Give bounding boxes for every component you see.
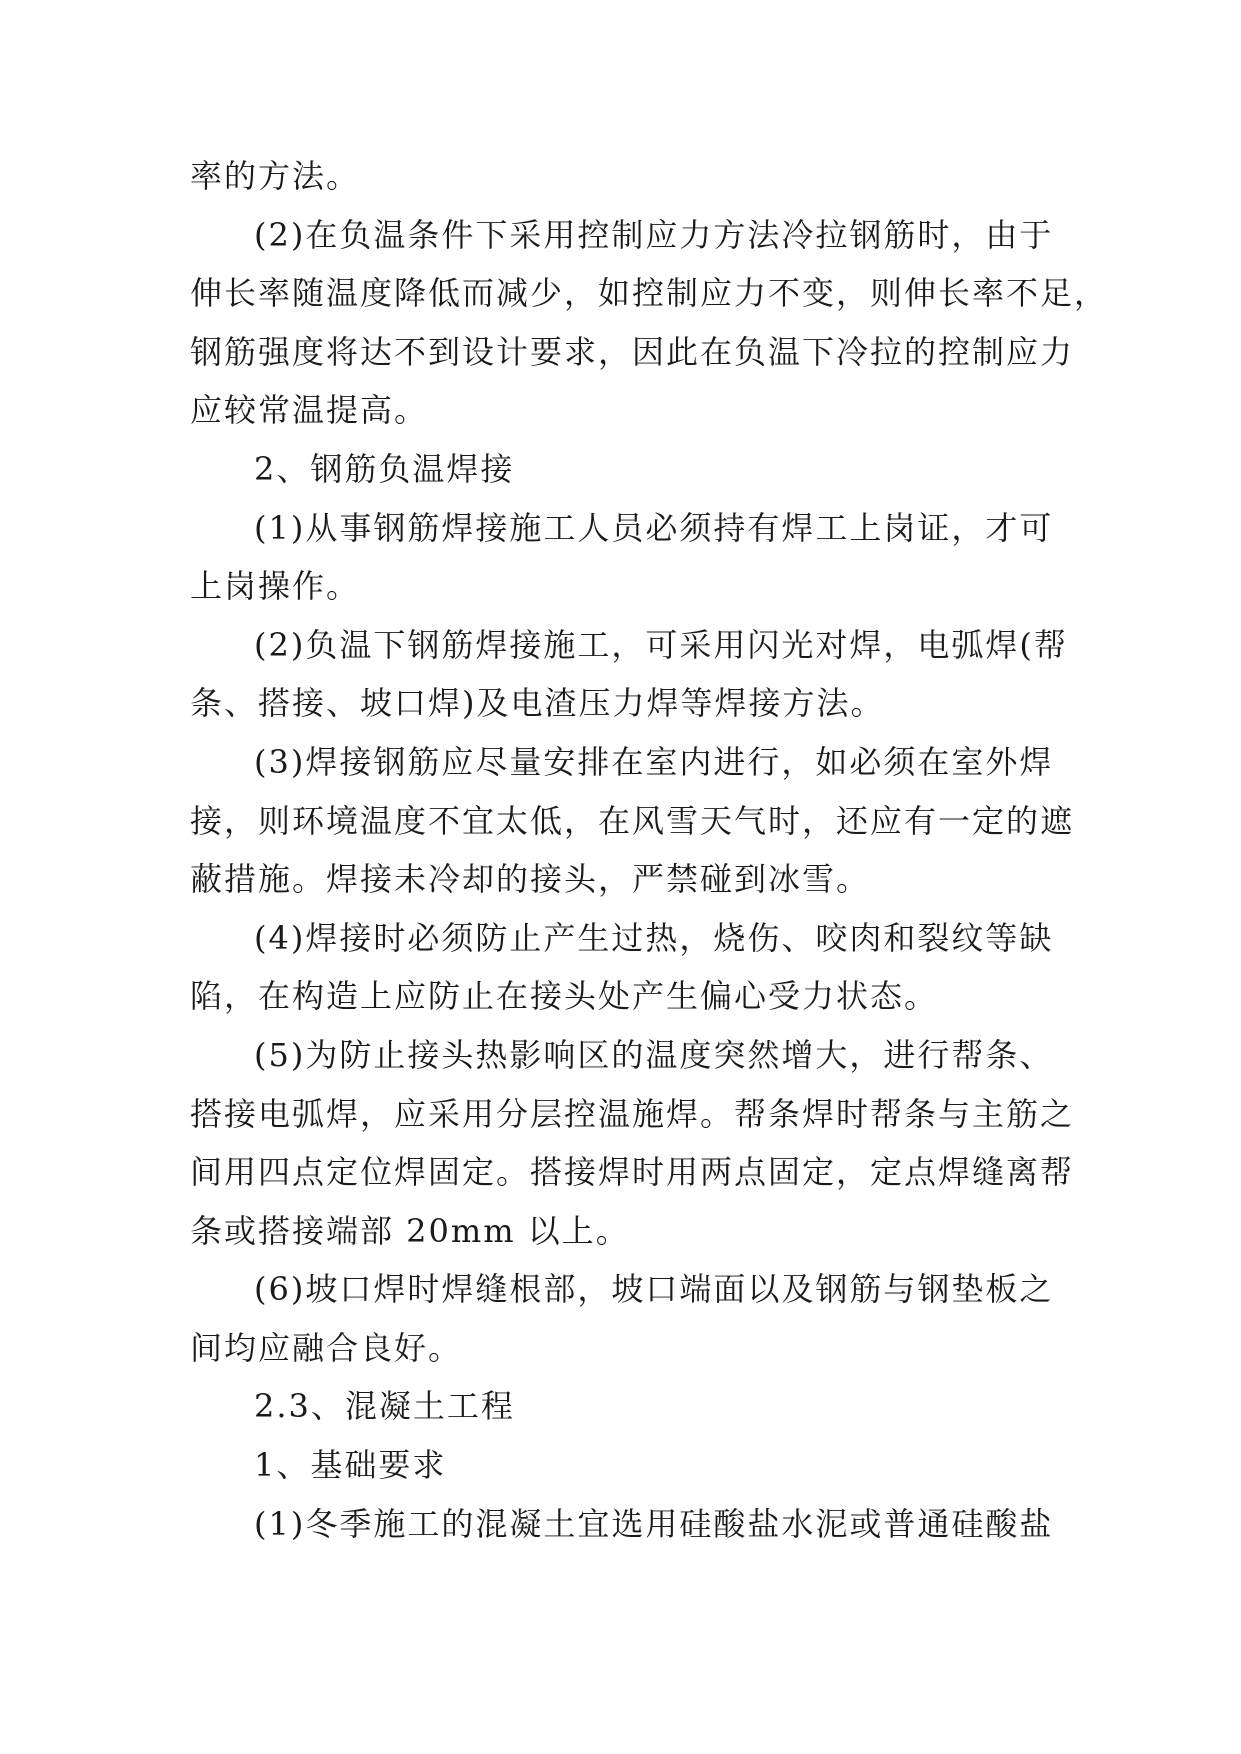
text-line: 率的方法。 bbox=[190, 157, 361, 195]
text-line: 钢筋强度将达不到设计要求，因此在负温下冷拉的控制应力 bbox=[190, 332, 1075, 371]
text-line: 应较常温提高。 bbox=[190, 391, 429, 430]
text-line: 条、搭接、坡口焊)及电渣压力焊等焊接方法。 bbox=[190, 684, 885, 723]
text-line: (2)在负温条件下采用控制应力方法冷拉钢筋时，由于 bbox=[254, 215, 1054, 254]
text-line: (2)负温下钢筋焊接施工，可采用闪光对焊，电弧焊(帮 bbox=[254, 625, 1068, 664]
document-page bbox=[190, 147, 1109, 1553]
text-line: 陷，在构造上应防止在接头处产生偏心受力状态。 bbox=[190, 977, 939, 1016]
text-line: 搭接电弧焊，应采用分层控温施焊。帮条焊时帮条与主筋之 bbox=[190, 1094, 1075, 1133]
text-line: (1)从事钢筋焊接施工人员必须持有焊工上岗证，才可 bbox=[254, 508, 1054, 547]
text-line: 上岗操作。 bbox=[190, 567, 361, 606]
text-line: (4)焊接时必须防止产生过热，烧伤、咬肉和裂纹等缺 bbox=[254, 918, 1054, 957]
text-line: (3)焊接钢筋应尽量安排在室内进行，如必须在室外焊 bbox=[254, 742, 1054, 781]
text-line: (6)坡口焊时焊缝根部，坡口端面以及钢筋与钢垫板之 bbox=[254, 1270, 1054, 1309]
text-line: 间均应融合良好。 bbox=[190, 1328, 463, 1367]
text-line: 伸长率随温度降低而减少，如控制应力不变，则伸长率不足， bbox=[190, 274, 1109, 313]
text-line: 条或搭接端部 20mm 以上。 bbox=[190, 1211, 630, 1250]
text-line: (1)冬季施工的混凝土宜选用硅酸盐水泥或普通硅酸盐 bbox=[254, 1504, 1054, 1543]
text-line: 蔽措施。焊接未冷却的接头，严禁碰到冰雪。 bbox=[190, 860, 871, 899]
section-heading: 2、钢筋负温焊接 bbox=[254, 449, 515, 488]
section-heading: 2.3、混凝土工程 bbox=[254, 1387, 515, 1426]
text-line: 间用四点定位焊固定。搭接焊时用两点固定，定点焊缝离帮 bbox=[190, 1153, 1075, 1192]
text-line: 接，则环境温度不宜太低，在风雪天气时，还应有一定的遮 bbox=[190, 801, 1075, 840]
section-heading: 1、基础要求 bbox=[254, 1446, 447, 1485]
text-line: (5)为防止接头热影响区的温度突然增大，进行帮条、 bbox=[254, 1035, 1054, 1074]
